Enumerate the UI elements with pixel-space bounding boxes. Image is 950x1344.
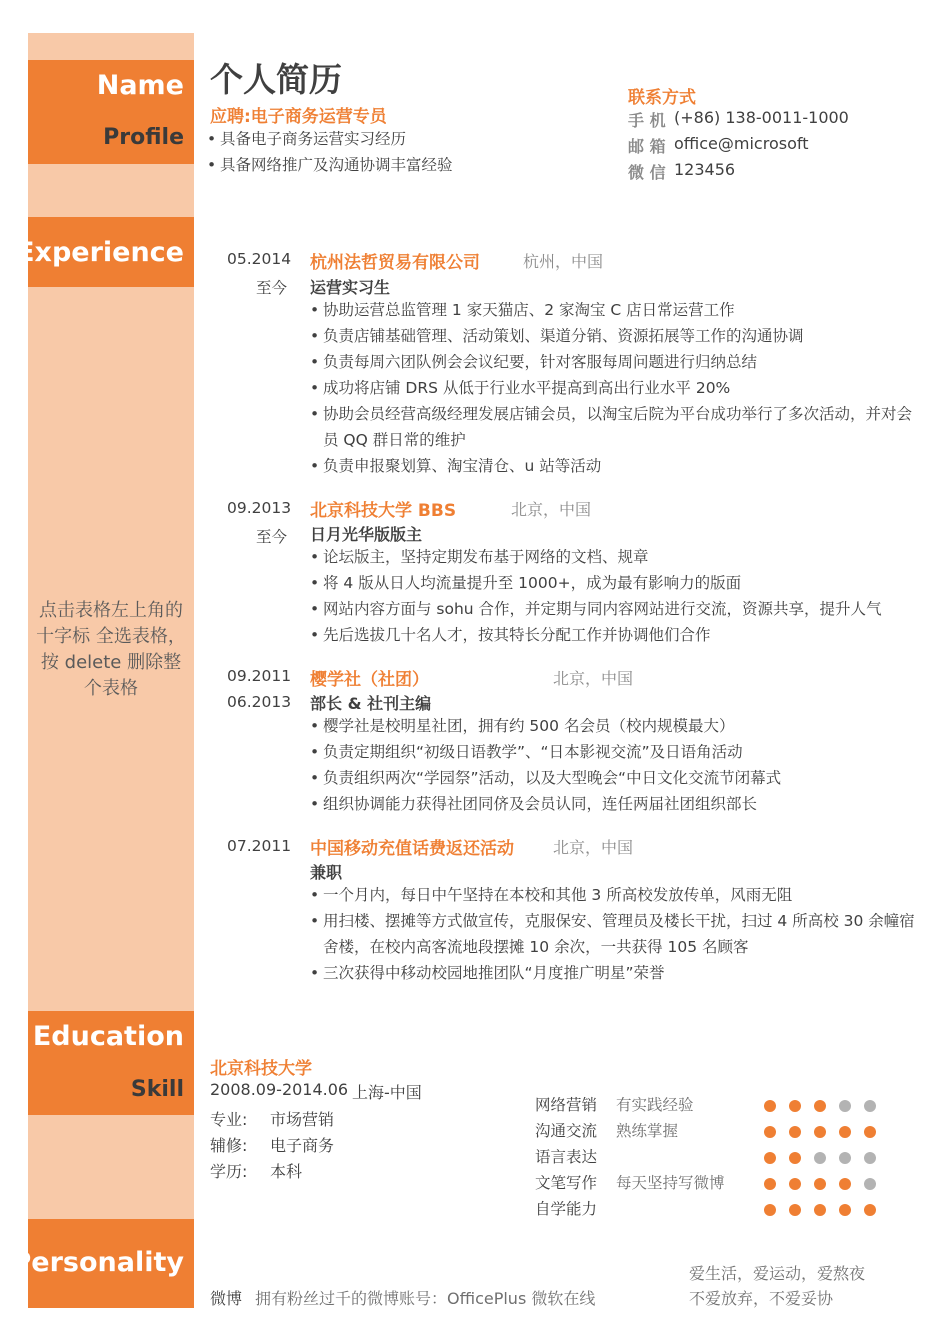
sidebar-note: 点击表格左上角的 十字标 全选表格，按 delete 删除整个表格 bbox=[36, 600, 186, 699]
experience-role: 日月光华版版主 bbox=[310, 525, 423, 544]
profile-highlight: • 具备电子商务运营实习经历 bbox=[207, 126, 537, 152]
experience-location: 北京，中国 bbox=[553, 669, 634, 688]
weibo-label: 微博 bbox=[210, 1289, 243, 1308]
experience-bullet: • 负责定期组织“初级日语教学”、“日本影视交流”及日语角活动 bbox=[310, 739, 920, 765]
contact-email-label: 邮 箱 bbox=[628, 137, 666, 156]
contact-title: 联系方式 bbox=[628, 88, 696, 108]
rating-dot-filled bbox=[764, 1126, 776, 1138]
education-row-value: 市场营销 bbox=[270, 1110, 335, 1129]
education-school: 北京科技大学 bbox=[210, 1059, 312, 1079]
rating-dot-filled bbox=[814, 1126, 826, 1138]
experience-role: 运营实习生 bbox=[310, 278, 391, 297]
sidebar-skill-label: Skill bbox=[130, 1077, 184, 1102]
sidebar-name-label: Name bbox=[96, 70, 184, 101]
experience-bullet: • 成功将店铺 DRS 从低于行业水平提高到高出行业水平 20% bbox=[310, 375, 920, 401]
experience-bullet: • 用扫楼、摆摊等方式做宣传，克服保安、管理员及楼长干扰，扫过 4 所高校 30 余幢宿舍楼，在校内高客流地段摆摊 10 余次，一共获得 105 名顾客 bbox=[310, 908, 920, 960]
rating-dot-filled bbox=[814, 1178, 826, 1190]
rating-dot-filled bbox=[864, 1204, 876, 1216]
rating-dot-empty bbox=[839, 1152, 851, 1164]
experience-start-date: 09.2013 bbox=[227, 499, 292, 517]
education-skill-bar bbox=[28, 1011, 194, 1115]
contact-phone-label: 手 机 bbox=[628, 111, 666, 130]
rating-dot-filled bbox=[864, 1126, 876, 1138]
education-row-label: 辅修: bbox=[210, 1136, 248, 1155]
rating-dot-filled bbox=[839, 1178, 851, 1190]
skill-description: 每天坚持写微博 bbox=[616, 1174, 725, 1192]
skill-name: 网络营销 bbox=[535, 1096, 598, 1114]
experience-role: 兼职 bbox=[310, 863, 343, 882]
skill-row bbox=[535, 1145, 895, 1171]
education-period: 2008.09-2014.06 bbox=[210, 1080, 349, 1099]
experience-bullets bbox=[310, 882, 920, 986]
skill-description: 熟练掌握 bbox=[616, 1122, 679, 1140]
experience-bullet: • 负责申报聚划算、淘宝清仓、u 站等活动 bbox=[310, 453, 920, 479]
education-row-value: 电子商务 bbox=[270, 1136, 335, 1155]
weibo-text: 拥有粉丝过千的微博账号：OfficePlus 微软在线 bbox=[255, 1289, 596, 1308]
skill-row bbox=[535, 1119, 895, 1145]
rating-dot-filled bbox=[789, 1178, 801, 1190]
experience-organization: 中国移动充值话费返还活动 bbox=[310, 839, 514, 859]
profile-highlight: • 具备网络推广及沟通协调丰富经验 bbox=[207, 152, 537, 178]
education-city: 上海-中国 bbox=[352, 1083, 422, 1102]
rating-dot-filled bbox=[764, 1178, 776, 1190]
rating-dot-filled bbox=[839, 1126, 851, 1138]
experience-end-date: 06.2013 bbox=[227, 693, 292, 711]
experience-end-date: 至今 bbox=[255, 528, 287, 546]
experience-bullet: • 三次获得中移动校园地推团队“月度推广明星”荣誉 bbox=[310, 960, 920, 986]
name-profile-bar bbox=[28, 60, 194, 164]
contact-wechat-value: 123456 bbox=[674, 160, 736, 179]
experience-start-date: 05.2014 bbox=[227, 250, 292, 268]
experience-bullets bbox=[310, 544, 920, 648]
contact-email-value[interactable]: office@microsoft bbox=[674, 134, 809, 153]
skill-name: 文笔写作 bbox=[535, 1174, 598, 1192]
education-row-value: 本科 bbox=[270, 1162, 303, 1181]
rating-dot-filled bbox=[764, 1100, 776, 1112]
experience-bullet: • 负责每周六团队例会会议纪要，针对客服每周问题进行归纳总结 bbox=[310, 349, 920, 375]
skill-row bbox=[535, 1093, 895, 1119]
rating-dot-filled bbox=[789, 1152, 801, 1164]
position-applied: 应聘:电子商务运营专员 bbox=[210, 107, 387, 127]
rating-dot-empty bbox=[839, 1100, 851, 1112]
experience-bullet: • 组织协调能力获得社团同侪及会员认同，连任两届社团组织部长 bbox=[310, 791, 920, 817]
experience-bullet: • 网站内容方面与 sohu 合作，并定期与同内容网站进行交流，资源共享，提升人气 bbox=[310, 596, 920, 622]
experience-organization: 樱学社（社团） bbox=[310, 670, 429, 690]
experience-bullet: • 负责组织两次“学园祭”活动，以及大型晚会“中日文化交流节闭幕式 bbox=[310, 765, 920, 791]
rating-dot-filled bbox=[789, 1100, 801, 1112]
skill-name: 语言表达 bbox=[535, 1148, 598, 1166]
rating-dot-filled bbox=[764, 1152, 776, 1164]
rating-dot-filled bbox=[839, 1204, 851, 1216]
experience-bullet: • 负责店铺基础管理、活动策划、渠道分销、资源拓展等工作的沟通协调 bbox=[310, 323, 920, 349]
rating-dot-filled bbox=[789, 1126, 801, 1138]
experience-bar bbox=[16, 217, 194, 287]
experience-organization: 北京科技大学 BBS bbox=[310, 501, 457, 521]
experience-bullets bbox=[310, 297, 920, 479]
rating-dot-empty bbox=[864, 1178, 876, 1190]
skill-description: 有实践经验 bbox=[616, 1096, 694, 1114]
skill-row bbox=[535, 1197, 895, 1223]
experience-bullet: • 论坛版主，坚持定期发布基于网络的文档、规章 bbox=[310, 544, 920, 570]
education-row-label: 学历: bbox=[210, 1162, 248, 1181]
sidebar-personality-label: Personality bbox=[11, 1247, 184, 1278]
rating-dot-filled bbox=[764, 1204, 776, 1216]
experience-bullet: • 将 4 版从日人均流量提升至 1000+，成为最有影响力的版面 bbox=[310, 570, 920, 596]
experience-bullet: • 协助会员经营高级经理发展店铺会员，以淘宝后院为平台成功举行了多次活动，并对会员 QQ 群日常的维护 bbox=[310, 401, 920, 453]
skill-name: 自学能力 bbox=[535, 1200, 598, 1218]
experience-bullet: • 协助运营总监管理 1 家天猫店、2 家淘宝 C 店日常运营工作 bbox=[310, 297, 920, 323]
experience-bullet: • 一个月内，每日中午坚持在本校和其他 3 所高校发放传单，风雨无阻 bbox=[310, 882, 920, 908]
contact-wechat-label: 微 信 bbox=[628, 163, 666, 182]
experience-organization: 杭州法哲贸易有限公司 bbox=[310, 253, 480, 273]
experience-location: 杭州，中国 bbox=[523, 252, 604, 271]
sidebar-education-label: Education bbox=[32, 1021, 184, 1052]
skill-row bbox=[535, 1171, 895, 1197]
experience-bullet: • 先后选拔几十名人才，按其特长分配工作并协调他们合作 bbox=[310, 622, 920, 648]
experience-bullet: • 樱学社是校明星社团，拥有约 500 名会员（校内规模最大） bbox=[310, 713, 920, 739]
resume-title: 个人简历 bbox=[210, 60, 342, 99]
rating-dot-filled bbox=[814, 1100, 826, 1112]
sidebar-experience-label: Experience bbox=[16, 237, 184, 268]
personality-trait: 不爱放弃，不爱妥协 bbox=[689, 1289, 834, 1308]
profile-highlights bbox=[207, 126, 537, 178]
sidebar-profile-label: Profile bbox=[103, 125, 184, 150]
contact-phone-value: (+86) 138-0011-1000 bbox=[674, 108, 849, 127]
experience-start-date: 07.2011 bbox=[227, 837, 292, 855]
personality-trait: 爱生活，爱运动，爱熬夜 bbox=[689, 1264, 866, 1283]
experience-start-date: 09.2011 bbox=[227, 667, 292, 685]
rating-dot-empty bbox=[814, 1152, 826, 1164]
rating-dot-filled bbox=[814, 1204, 826, 1216]
experience-role: 部长 & 社刊主编 bbox=[310, 694, 432, 713]
experience-bullets bbox=[310, 713, 920, 817]
skill-name: 沟通交流 bbox=[535, 1122, 598, 1140]
education-row-label: 专业: bbox=[210, 1110, 248, 1129]
rating-dot-empty bbox=[864, 1100, 876, 1112]
personality-bar bbox=[11, 1219, 194, 1308]
experience-end-date: 至今 bbox=[255, 279, 287, 297]
experience-location: 北京，中国 bbox=[553, 838, 634, 857]
rating-dot-filled bbox=[789, 1204, 801, 1216]
experience-location: 北京，中国 bbox=[511, 500, 592, 519]
rating-dot-empty bbox=[864, 1152, 876, 1164]
